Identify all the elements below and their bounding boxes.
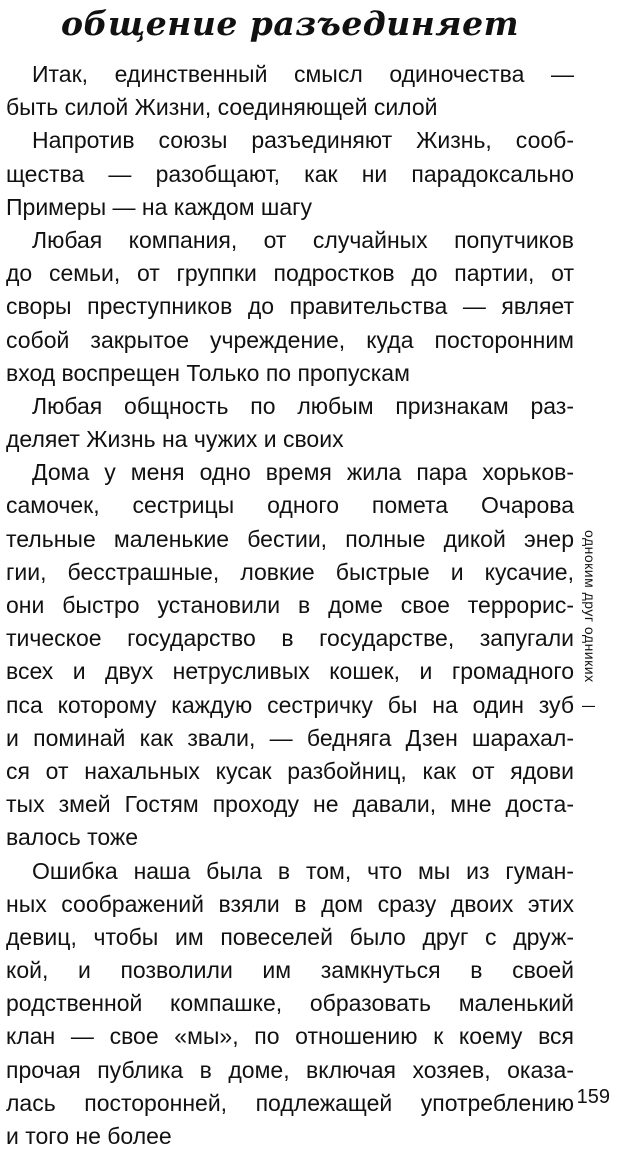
text-line: Дома у меня одно время жила пара хорьков- [6,456,574,489]
text-line: Напротив союзы разъединяют Жизнь, сооб- [6,124,574,157]
text-line: Любая общность по любым признакам раз- [6,390,574,423]
text-line: валось тоже [6,821,574,854]
text-line: и того не более [6,1120,574,1153]
paragraph [6,224,574,390]
text-line: Ошибка наша была в том, что мы из гуман- [6,855,574,888]
text-line: гии, бесстрашные, ловкие быстрые и кусачие, [6,556,574,589]
text-line: Примеры — на каждом шагу [6,191,574,224]
text-line: всех и двух нетрусливых кошек, и громадного [6,655,574,688]
paragraph [6,124,574,224]
text-line: пса которому каждую сестричку бы на один зуб [6,689,574,722]
paragraph [6,456,574,854]
text-line: Любая компания, от случайных попутчиков [6,224,574,257]
page-number: 159 [577,1084,610,1110]
text-line: и поминай как звали, — бедняга Дзен шарахал- [6,722,574,755]
running-head-text: одноким друг одниких [582,530,598,683]
body-text [6,58,574,1153]
running-head-dash: | [582,705,598,709]
text-line: быть силой Жизни, соединяющей силой [6,91,574,124]
paragraph [6,390,574,456]
text-line: вход воспрещен Только по пропускам [6,357,574,390]
running-head [582,530,598,709]
text-line: они быстро установили в доме свое террорис- [6,589,574,622]
text-line: тельные маленькие бестии, полные дикой энер [6,523,574,556]
text-line: клан — свое «мы», по отношению к коему вся [6,1020,574,1053]
paragraph [6,58,574,124]
text-line: родственной компашке, образовать маленький [6,987,574,1020]
text-line: лась посторонней, подлежащей употреблению [6,1087,574,1120]
text-line: деляет Жизнь на чужих и своих [6,423,574,456]
text-line: ся от нахальных кусак разбойниц, как от ядови [6,755,574,788]
text-line: ных соображений взяли в дом сразу двоих этих [6,888,574,921]
text-line: тых змей Гостям проходу не давали, мне доста- [6,788,574,821]
text-line: девиц, чтобы им повеселей было друг с друж- [6,921,574,954]
text-line: до семьи, от группки подростков до партии, от [6,257,574,290]
text-line: кой, и позволили им замкнуться в своей [6,954,574,987]
section-title: общение разъединяет [0,4,580,44]
text-line: прочая публика в доме, включая хозяев, оказа- [6,1054,574,1087]
text-line: своры преступников до правительства — являет [6,290,574,323]
text-line: тическое государство в государстве, запугали [6,622,574,655]
text-line: собой закрытое учреждение, куда посторонним [6,324,574,357]
text-line: щества — разобщают, как ни парадоксально [6,158,574,191]
paragraph [6,855,574,1153]
text-line: самочек, сестрицы одного помета Очарова [6,489,574,522]
text-line: Итак, единственный смысл одиночества — [6,58,574,91]
